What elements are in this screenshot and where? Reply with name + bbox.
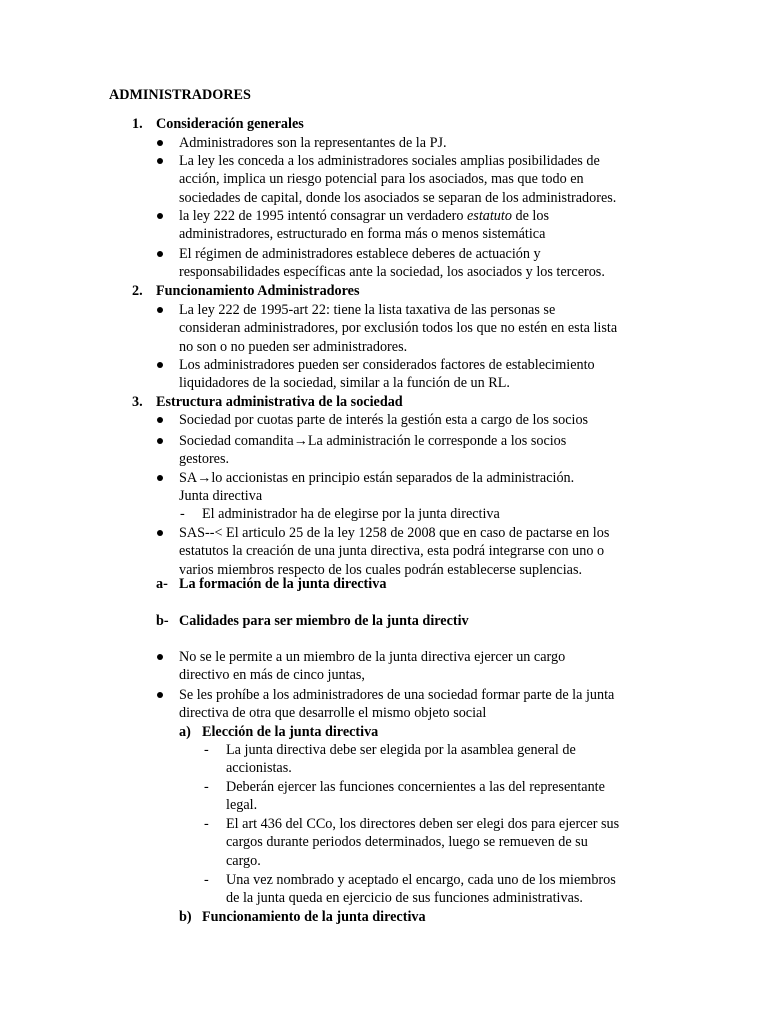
arrow-right-icon: → [293, 433, 308, 449]
s3-bullet-3-line: Junta directiva [179, 488, 263, 505]
s3-bullet-4-line: SAS--< El articulo 25 de la ley 1258 de 2008 que en caso de pactarse en los [179, 525, 610, 541]
subsection-a-label: a- [156, 576, 168, 592]
sb-bullet-2-line: Se les prohíbe a los administradores de una sociedad formar parte de la junta [179, 687, 615, 703]
s1-bullet-2-line: sociedades de capital, donde los asociados se separan de los administradores. [179, 189, 617, 206]
s1-bullet-3-post: de los [511, 208, 549, 224]
sb-bullet-1-line: directivo en más de cinco juntas, [179, 667, 365, 684]
sub-a-dash-3-line: cargos durante periodos determinados, luego se remueven de su [226, 834, 588, 851]
sub-b-heading: Funcionamiento de la junta directiva [202, 909, 426, 925]
s2-bullet-2-line: Los administradores pueden ser considerados factores de establecimiento [179, 357, 595, 373]
section-3-heading: Estructura administrativa de la sociedad [156, 394, 403, 410]
section-1-number: 1. [132, 116, 143, 132]
sb-bullet-2-line: directiva de otra que desarrolle el mismo objeto social [179, 705, 487, 722]
section-2-number: 2. [132, 283, 143, 299]
subsection-b-heading: Calidades para ser miembro de la junta directiv [179, 613, 469, 629]
sub-a-dash-3-line: cargo. [226, 852, 261, 869]
sub-a-dash-3 [226, 815, 619, 870]
subsection-a-heading: La formación de la junta directiva [179, 576, 387, 592]
s1-bullet-4-line: El régimen de administradores establece deberes de actuación y [179, 246, 541, 262]
s1-bullet-3 [179, 207, 549, 244]
s1-bullet-3-emphasis: estatuto [467, 208, 512, 224]
s1-bullet-3-line-1 [179, 207, 549, 225]
sub-a-label: a) [179, 724, 191, 740]
s1-bullet-1-line: Administradores son la representantes de la PJ. [179, 135, 447, 151]
s3-bullet-3-line-1 [179, 469, 574, 487]
s3-bullet-4-line: varios miembros respecto de los cuales podrán establecerse suplencias. [179, 561, 583, 578]
s3-dash-1 [202, 505, 500, 523]
s3-bullet-2-line-1 [179, 432, 566, 450]
s3-bullet-3-pre: SA [179, 470, 198, 486]
section-1-heading: Consideración generales [156, 116, 304, 132]
s3-bullet-3 [179, 469, 574, 506]
s3-bullet-1-line: Sociedad por cuotas parte de interés la gestión esta a cargo de los socios [179, 412, 589, 428]
sub-a-dash-3-line: - El art 436 del CCo, los directores deben ser elegi dos para ejercer sus [226, 816, 620, 832]
s2-bullet-1-line: consideran administradores, por exclusión todos los que no estén en esta lista [179, 320, 618, 337]
s3-bullet-3-post: lo accionistas en principio están separados de la administración. [211, 470, 575, 486]
s3-bullet-4-line: estatutos la creación de una junta directiva, esta podrá integrarse con uno o [179, 543, 605, 560]
s2-bullet-2 [179, 356, 595, 393]
s3-bullet-2 [179, 432, 566, 469]
sub-b-label: b) [179, 909, 192, 925]
s2-bullet-1-line: La ley 222 de 1995-art 22: tiene la lista taxativa de las personas se [179, 302, 556, 318]
sub-a-dash-4-line: - Una vez nombrado y aceptado el encargo, cada uno de los miembros [226, 872, 616, 888]
s3-bullet-2-post: La administración le corresponde a los socios [307, 433, 567, 449]
sub-a-dash-2-line: legal. [226, 797, 258, 814]
s3-bullet-2-pre: Sociedad comandita [179, 433, 294, 449]
s1-bullet-2-line: acción, implica un riesgo potencial para los asociados, mas que todo en [179, 171, 584, 188]
section-3-number: 3. [132, 394, 143, 410]
section-2-heading: Funcionamiento Administradores [156, 283, 360, 299]
s3-bullet-4 [179, 524, 609, 579]
s1-bullet-2-line: La ley les conceda a los administradores sociales amplias posibilidades de [179, 153, 600, 169]
sub-a-dash-1-line: - La junta directiva debe ser elegida por la asamblea general de [226, 742, 576, 758]
s1-bullet-3-pre: la ley 222 de 1995 intentó consagrar un verdadero [179, 208, 467, 224]
subsection-b-label: b- [156, 613, 169, 629]
s1-bullet-3-line: administradores, estructurado en forma más o menos sistemática [179, 226, 546, 243]
sub-a-dash-4-line: de la junta queda en ejercicio de sus funciones administrativas. [226, 890, 583, 907]
sb-bullet-2 [179, 686, 614, 723]
sub-a-dash-4 [226, 871, 616, 908]
s2-bullet-1 [179, 301, 617, 356]
arrow-right-icon: → [197, 470, 212, 486]
s3-bullet-2-line: gestores. [179, 451, 230, 468]
sub-a-heading: Elección de la junta directiva [202, 724, 379, 740]
s2-bullet-2-line: liquidadores de la sociedad, similar a la función de un RL. [179, 375, 510, 392]
sb-bullet-1-line: No se le permite a un miembro de la junta directiva ejercer un cargo [179, 649, 566, 665]
sub-a-dash-1-line: accionistas. [226, 760, 292, 777]
s3-dash-1-line: - El administrador ha de elegirse por la junta directiva [202, 506, 500, 522]
s2-bullet-1-line: no son o no pueden ser administradores. [179, 338, 408, 355]
s1-bullet-4 [179, 245, 605, 282]
sub-a-dash-1 [226, 741, 576, 778]
sub-a-dash-2 [226, 778, 605, 815]
sub-a-dash-2-line: - Deberán ejercer las funciones concernientes a las del representante [226, 779, 605, 795]
sb-bullet-1 [179, 648, 565, 685]
document-title: ADMINISTRADORES [109, 87, 251, 103]
s3-bullet-1 [179, 411, 588, 429]
s1-bullet-2 [179, 152, 616, 207]
s1-bullet-4-line: responsabilidades específicas ante la sociedad, los asociados y los terceros. [179, 264, 605, 281]
s1-bullet-1 [179, 134, 447, 152]
